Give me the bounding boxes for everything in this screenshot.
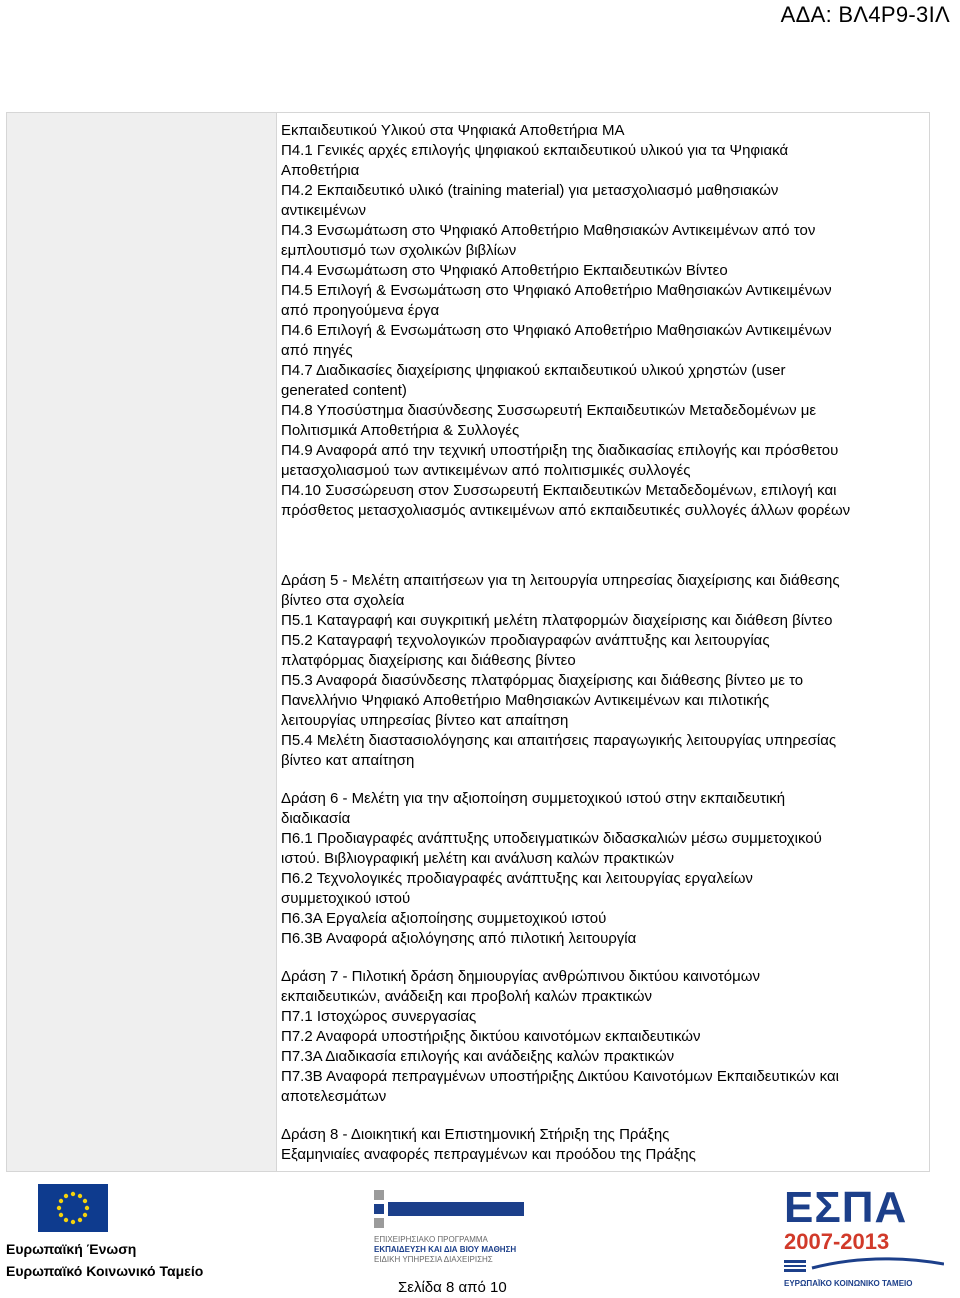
block-action-6	[281, 789, 929, 949]
text-line: Π4.7 Διαδικασίες διαχείρισης ψηφιακού εκπαιδευτικού υλικού χρηστών (user	[281, 362, 786, 379]
text-line: Π7.3Β Αναφορά πεπραγμένων υποστήριξης Δικτύου Καινοτόμων Εκπαιδευτικών και	[281, 1068, 839, 1085]
text-line: Δράση 6 - Μελέτη για την αξιοποίηση συμμετοχικού ιστού στην εκπαιδευτική	[281, 790, 786, 807]
ada-code: ΑΔΑ: ΒΛ4Ρ9-3ΙΛ	[780, 2, 950, 27]
table-left-cell	[7, 113, 277, 1171]
espa-years: 2007-2013	[784, 1229, 890, 1254]
text-line: πλατφόρμας διαχείρισης και διάθεσης βίντεο	[281, 652, 576, 669]
text-line: Π6.1 Προδιαγραφές ανάπτυξης υποδειγματικών διδασκαλιών μέσω συμμετοχικού	[281, 830, 822, 847]
block-action-8	[281, 1125, 929, 1165]
spacer	[281, 949, 929, 967]
epp-logo-icon	[374, 1188, 524, 1230]
epp-subtitle: ΕΚΠΑΙΔΕΥΣΗ ΚΑΙ ΔΙΑ ΒΙΟΥ ΜΑΘΗΣΗ	[374, 1245, 517, 1254]
text-line: Π6.3Α Εργαλεία αξιοποίησης συμμετοχικού ιστού	[281, 910, 607, 927]
text-line: Π4.5 Επιλογή & Ενσωμάτωση στο Ψηφιακό Αποθετήριο Μαθησιακών Αντικειμένων	[281, 282, 832, 299]
text-line: Π5.2 Καταγραφή τεχνολογικών προδιαγραφών ανάπτυξης και λειτουργίας	[281, 632, 770, 649]
spacer	[281, 771, 929, 789]
text-line: Π7.1 Ιστοχώρος συνεργασίας	[281, 1008, 477, 1025]
eu-flag-icon	[38, 1184, 108, 1232]
epp-logo-block	[374, 1188, 524, 1264]
text-line: Δράση 8 - Διοικητική και Επιστημονική Στήριξη της Πράξης	[281, 1126, 670, 1143]
text-line: αντικειμένων	[281, 202, 366, 219]
text-line: Π5.3 Αναφορά διασύνδεσης πλατφόρμας διαχείρισης και διάθεσης βίντεο με το	[281, 672, 804, 689]
esf-label: Ευρωπαϊκό Κοινωνικό Ταμείο	[6, 1263, 204, 1279]
text-line: Π4.8 Υποσύστημα διασύνδεσης Συσσωρευτή Εκπαιδευτικών Μεταδεδομένων με	[281, 402, 817, 419]
text-line: Π7.2 Αναφορά υποστήριξης δικτύου καινοτόμων εκπαιδευτικών	[281, 1028, 701, 1045]
text-line: από πηγές	[281, 342, 353, 359]
espa-stripe-icon	[784, 1254, 944, 1274]
text-line: μετασχολιασμού των αντικειμένων από πολιτισμικές συλλογές	[281, 462, 691, 479]
text-line: Π4.4 Ενσωμάτωση στο Ψηφιακό Αποθετήριο Εκπαιδευτικών Βίντεο	[281, 262, 728, 279]
text-line: διαδικασία	[281, 810, 351, 827]
espa-logo-block	[784, 1183, 944, 1290]
eu-logo-block	[6, 1184, 246, 1282]
table-right-cell	[277, 113, 929, 1171]
text-line: από προηγούμενα έργα	[281, 302, 440, 319]
text-line: Π6.2 Τεχνολογικές προδιαγραφές ανάπτυξης και λειτουργίας εργαλείων	[281, 870, 753, 887]
text-line: Π4.10 Συσσώρευση στον Συσσωρευτή Εκπαιδευτικών Μεταδεδομένων, επιλογή και	[281, 482, 837, 499]
text-line: Δράση 5 - Μελέτη απαιτήσεων για τη λειτουργία υπηρεσίας διαχείρισης και διάθεσης	[281, 572, 840, 589]
text-line: Π4.6 Επιλογή & Ενσωμάτωση στο Ψηφιακό Αποθετήριο Μαθησιακών Αντικειμένων	[281, 322, 832, 339]
text-line: Π7.3Α Διαδικασία επιλογής και ανάδειξης καλών πρακτικών	[281, 1048, 675, 1065]
spacer	[281, 521, 929, 571]
eu-label: Ευρωπαϊκή Ένωση	[6, 1241, 137, 1257]
espa-logo-text: ΕΣΠΑ	[784, 1183, 908, 1232]
text-line: αποτελεσμάτων	[281, 1088, 387, 1105]
block-action-5	[281, 571, 929, 771]
text-line: Δράση 7 - Πιλοτική δράση δημιουργίας ανθρώπινου δικτύου καινοτόμων	[281, 968, 761, 985]
text-line: Πολιτισμικά Αποθετήρια & Συλλογές	[281, 422, 520, 439]
epp-title: ΕΠΙΧΕΙΡΗΣΙΑΚΟ ΠΡΟΓΡΑΜΜΑ	[374, 1235, 488, 1244]
text-line: εκπαιδευτικών, ανάδειξη και προβολή καλών πρακτικών	[281, 988, 653, 1005]
text-line: Πανελλήνιο Ψηφιακό Αποθετήριο Μαθησιακών Αντικειμένων και πιλοτικής	[281, 692, 770, 709]
text-line: Π4.1 Γενικές αρχές επιλογής ψηφιακού εκπαιδευτικού υλικού για τα Ψηφιακά	[281, 142, 789, 159]
text-line: Εξαμηνιαίες αναφορές πεπραγμένων και προόδου της Πράξης	[281, 1146, 696, 1163]
text-line: συμμετοχικού ιστού	[281, 890, 411, 907]
text-line: λειτουργίας υπηρεσίας βίντεο κατ απαίτηση	[281, 712, 569, 729]
text-line: πρόσθετος μετασχολιασμός αντικειμένων από εκπαιδευτικές συλλογές άλλων φορέων	[281, 502, 851, 519]
text-line: ιστού. Βιβλιογραφική μελέτη και ανάλυση καλών πρακτικών	[281, 850, 674, 867]
text-line: Π4.2 Εκπαιδευτικό υλικό (training material) για μετασχολιασμό μαθησιακών	[281, 182, 779, 199]
text-line: Π5.1 Καταγραφή και συγκριτική μελέτη πλατφορμών διαχείρισης και διάθεση βίντεο	[281, 612, 833, 629]
text-line: βίντεο κατ απαίτηση	[281, 752, 415, 769]
text-line: Εκπαιδευτικού Υλικού στα Ψηφιακά Αποθετήρια ΜΑ	[281, 122, 625, 139]
text-line: Π4.9 Αναφορά από την τεχνική υποστήριξη της διαδικασίας επιλογής και πρόσθετου	[281, 442, 839, 459]
text-line: Π4.3 Ενσωμάτωση στο Ψηφιακό Αποθετήριο Μαθησιακών Αντικειμένων από τον	[281, 222, 816, 239]
text-line: generated content)	[281, 382, 407, 399]
block-action-7	[281, 967, 929, 1107]
text-line: Αποθετήρια	[281, 162, 360, 179]
text-line: Π5.4 Μελέτη διαστασιολόγησης και απαιτήσεις παραγωγικής λειτουργίας υπηρεσίας	[281, 732, 837, 749]
block-deliverables-4	[281, 121, 929, 521]
text-line: βίντεο στα σχολεία	[281, 592, 405, 609]
espa-fund-label: ΕΥΡΩΠΑΪΚΟ ΚΟΙΝΩΝΙΚΟ ΤΑΜΕΙΟ	[784, 1279, 913, 1288]
content-table	[6, 112, 930, 1172]
page-number: Σελίδα 8 από 10	[398, 1279, 507, 1296]
text-line: εμπλουτισμό των σχολικών βιβλίων	[281, 242, 517, 259]
spacer	[281, 1107, 929, 1125]
text-line: Π6.3Β Αναφορά αξιολόγησης από πιλοτική λειτουργία	[281, 930, 637, 947]
epp-service: ΕΙΔΙΚΗ ΥΠΗΡΕΣΙΑ ΔΙΑΧΕΙΡΙΣΗΣ	[374, 1255, 493, 1264]
